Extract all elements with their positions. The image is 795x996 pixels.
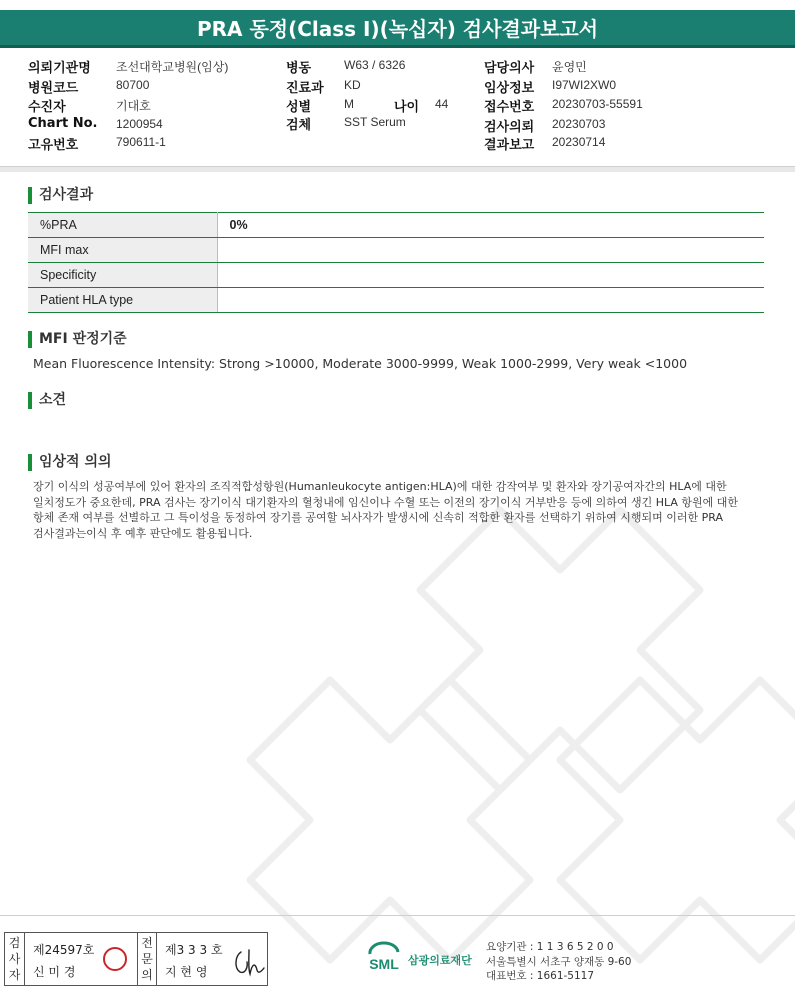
footer-divider <box>0 915 795 916</box>
lab-name: 삼광의료재단 <box>408 954 472 967</box>
request-date-label: 검사의뢰 <box>484 120 535 135</box>
info-divider <box>0 166 795 172</box>
specimen-value: SST Serum <box>344 115 406 129</box>
signature-box <box>4 932 268 986</box>
lab-phone: 대표번호 : 1661-5117 <box>486 970 595 982</box>
lab-contact-info <box>486 940 631 984</box>
clinical-line: 장기 이식의 성공여부에 있어 환자의 조직적합성항원(Humanleukocyte antigen:HLA)에 대한 감작여부 및 환자와 장기공여자간의 HLA에 대한 <box>33 480 727 493</box>
ward-label: 병동 <box>286 61 312 76</box>
age-label: 나이 <box>394 100 420 115</box>
physician-label: 담당의사 <box>484 61 535 76</box>
logo-text: SML <box>369 956 399 972</box>
unique-id-value: 790611-1 <box>116 135 166 149</box>
ward-value: W63 / 6326 <box>344 58 406 72</box>
examiner-license-no: 제24597호 <box>33 943 95 957</box>
report-date-label: 결과보고 <box>484 138 535 153</box>
receipt-no-value: 20230703-55591 <box>552 97 643 111</box>
lab-logo <box>364 940 482 978</box>
clinical-significance-text <box>33 479 748 541</box>
clinical-info-label: 임상정보 <box>484 81 535 96</box>
report-title: PRA 동정(Class I)(녹십자) 검사결과보고서 <box>0 10 795 48</box>
lab-org-no: 요양기관 : 1 1 3 6 5 2 0 0 <box>486 941 614 953</box>
examinee-value: 기대호 <box>116 99 151 113</box>
receipt-no-label: 접수번호 <box>484 100 535 115</box>
physician-value: 윤영민 <box>552 60 587 74</box>
results-heading: 검사결과 <box>28 187 93 204</box>
unique-id-label: 고유번호 <box>28 138 79 153</box>
clinical-significance-heading: 임상적 의의 <box>28 454 112 471</box>
specialist-label-text: 전문의 <box>141 936 153 982</box>
request-date-value: 20230703 <box>552 117 606 131</box>
table-row <box>28 238 764 263</box>
mfi-max-value <box>217 238 764 263</box>
examiner-label-text: 검사자 <box>8 936 21 982</box>
mfi-criteria-text: Mean Fluorescence Intensity: Strong >10000, Moderate 3000-9999, Weak 1000-2999, Very weak <1000 <box>33 356 688 371</box>
clinical-info-value: I97WI2XW0 <box>552 78 617 92</box>
clinical-line: 검사결과는이식 후 예후 판단에도 활용됩니다. <box>33 526 253 540</box>
table-row <box>28 288 764 313</box>
specificity-label: Specificity <box>28 263 217 288</box>
mfi-criteria-heading: MFI 판정기준 <box>28 331 127 348</box>
hospital-code-label: 병원코드 <box>28 81 79 96</box>
table-row <box>28 213 764 238</box>
pra-label: %PRA <box>28 213 217 238</box>
specialist-license-no: 제3 3 3 호 <box>165 943 223 957</box>
hla-type-label: Patient HLA type <box>28 288 217 313</box>
examiner-name: 신 미 경 <box>33 965 76 979</box>
specialist-name: 지 현 영 <box>165 965 208 979</box>
department-label: 진료과 <box>286 81 324 96</box>
report-date-value: 20230714 <box>552 135 606 149</box>
chart-no-value: 1200954 <box>116 117 163 131</box>
examinee-label: 수진자 <box>28 100 66 115</box>
specialist-signature <box>231 944 267 978</box>
lab-address: 서울특별시 서초구 양재동 9-60 <box>486 955 632 968</box>
table-row <box>28 263 764 288</box>
sex-value: M <box>344 97 354 111</box>
pra-value: 0% <box>217 213 764 238</box>
sex-label: 성별 <box>286 100 312 115</box>
specialist-label <box>137 933 157 985</box>
mfi-max-label: MFI max <box>28 238 217 263</box>
examiner-seal <box>103 947 127 971</box>
specificity-value <box>217 263 764 288</box>
requesting-org-value: 조선대학교병원(임상) <box>116 60 229 74</box>
hla-type-value <box>217 288 764 313</box>
examiner-label <box>5 933 25 985</box>
hospital-code-value: 80700 <box>116 78 150 92</box>
patient-info-block <box>0 54 795 166</box>
sml-logo-icon <box>364 940 404 978</box>
results-table <box>28 212 764 313</box>
department-value: KD <box>344 78 361 92</box>
clinical-line: 일치정도가 중요한데, PRA 검사는 장기이식 대기환자의 혈청내에 임신이나 수혈 또는 이전의 장기이식 거부반응 등에 의하여 생긴 HLA 항원에 대한 <box>33 495 739 509</box>
requesting-org-label: 의뢰기관명 <box>28 61 91 76</box>
chart-no-label: Chart No. <box>28 116 98 131</box>
clinical-line: 항체 존재 여부를 선별하고 그 특이성을 동정하여 장기를 공여할 뇌사자가 발생시에 신속히 적합한 환자를 선택하기 위하여 시행되며 이러한 PRA <box>33 511 723 524</box>
specimen-label: 검체 <box>286 118 312 133</box>
opinion-heading: 소견 <box>28 392 66 409</box>
age-value: 44 <box>435 97 449 111</box>
